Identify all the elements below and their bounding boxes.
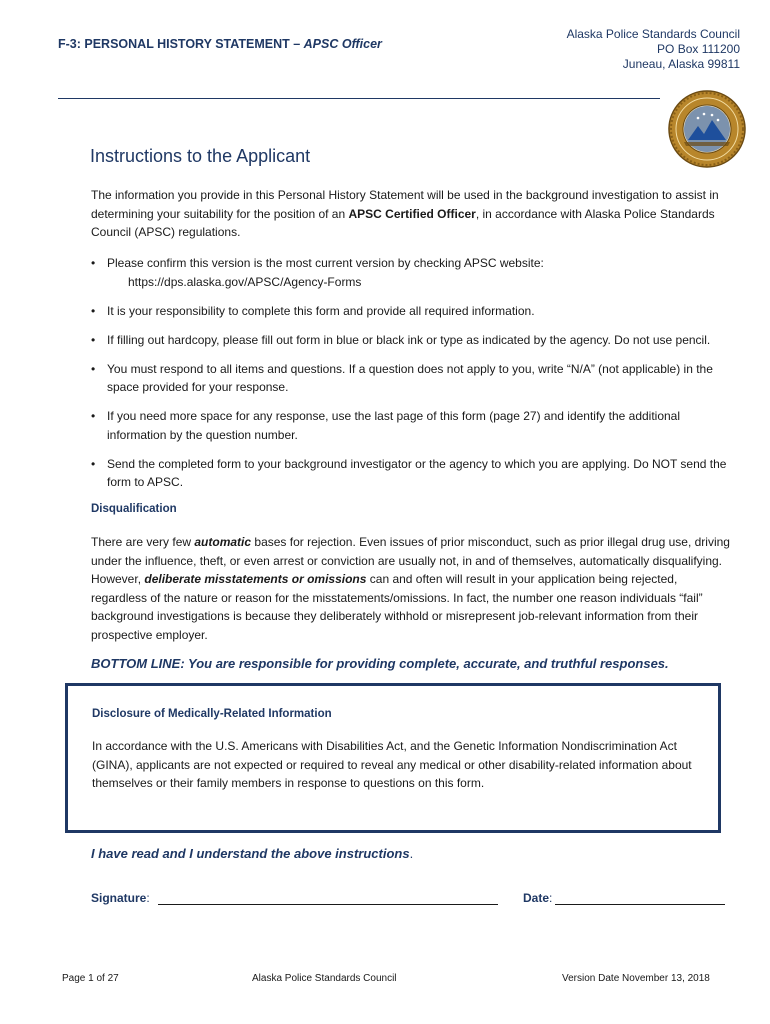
date-label <box>523 891 552 905</box>
date-colon: : <box>549 891 553 905</box>
list-item <box>91 254 731 291</box>
disqualification-heading: Disqualification <box>91 503 177 515</box>
instruction-list <box>91 254 731 502</box>
header-divider <box>58 98 660 99</box>
apsc-forms-link[interactable]: https://dps.alaska.gov/APSC/Agency-Forms <box>128 274 362 289</box>
list-item <box>91 360 731 397</box>
disq-text-2: bases for rejection. Even issues of prior misconduct, such as prior illegal drug use, driving under the influence, theft, or even arrest or conviction are usually not, in and of themselves, automatically disqualifying. However, <box>91 535 730 586</box>
version-date: Version Date November 13, 2018 <box>562 973 710 984</box>
intro-paragraph <box>91 186 731 242</box>
form-title <box>58 37 382 51</box>
address-line: Juneau, Alaska 99811 <box>622 57 740 71</box>
list-item-text: If you need more space for any response, use the last page of this form (page 27) and identify the additional information by the question number. <box>107 409 681 442</box>
disqualification-paragraph <box>91 533 731 644</box>
signature-colon: : <box>146 891 150 905</box>
list-item <box>91 455 731 492</box>
signature-label <box>91 891 150 905</box>
form-code: F-3: PERSONAL HISTORY STATEMENT – <box>58 37 304 51</box>
medical-disclosure-box <box>65 683 721 833</box>
address-line: PO Box 111200 <box>657 42 740 56</box>
date-field[interactable] <box>555 904 725 905</box>
state-seal-icon <box>668 90 746 168</box>
disq-text-3: can and often will result in your application being rejected, regardless of the nature or reason for the misstatements/omissions. In fact, the number one reason individuals “fail” background investigations is because they deliberately withhold or misrepresent job-relevant information from their prospective employer. <box>91 572 703 642</box>
acknowledgement-text: I have read and I understand the above instructions <box>91 846 410 861</box>
form-role: APSC Officer <box>303 37 382 51</box>
bottom-line-statement <box>91 656 669 671</box>
acknowledgement-period: . <box>409 846 414 861</box>
list-item-text: Please confirm this version is the most current version by checking APSC website: <box>107 256 544 270</box>
signature-field[interactable] <box>158 904 498 905</box>
intro-text-end: , in accordance with Alaska Police Standards Council (APSC) regulations. <box>91 206 715 239</box>
list-item <box>91 407 731 444</box>
intro-bold: APSC Certified Officer <box>348 206 476 221</box>
list-item <box>91 331 731 350</box>
list-item-text: It is your responsibility to complete this form and provide all required information. <box>107 303 535 318</box>
list-item-text: You must respond to all items and questions. If a question does not apply to you, write “N/A” (not applicable) in the space provided for your response. <box>107 361 713 394</box>
page-heading: Instructions to the Applicant <box>90 146 311 166</box>
disq-emphasis-2: deliberate misstatements or omissions <box>144 572 367 586</box>
date-label-text: Date <box>523 891 550 905</box>
address-line: Alaska Police Standards Council <box>566 27 740 41</box>
acknowledgement-statement <box>91 846 413 861</box>
council-address <box>567 27 740 72</box>
disclosure-text: In accordance with the U.S. Americans with Disabilities Act, and the Genetic Information Nondiscrimination Act (GINA), applicants are not expected or required to reveal any medical or other disability-related information about themselves or their family members in response to questions on this form. <box>92 739 692 790</box>
footer-organization: Alaska Police Standards Council <box>252 973 397 984</box>
signature-label-text: Signature <box>91 891 147 905</box>
list-item-text: Send the completed form to your background investigator or the agency to which you are applying. Do NOT send the form to APSC. <box>107 456 727 489</box>
list-item-text: If filling out hardcopy, please fill out form in blue or black ink or type as indicated by the agency. Do not use pencil. <box>107 332 711 347</box>
bottom-line-label: BOTTOM LINE <box>91 656 181 671</box>
disclosure-heading: Disclosure of Medically-Related Information <box>92 708 332 720</box>
intro-text: The information you provide in this Personal History Statement will be used in the background investigation to assist in determining your suitability for the position of an <box>91 188 719 221</box>
disq-emphasis-1: automatic <box>194 535 252 549</box>
disq-text-1: There are very few <box>91 535 195 549</box>
bottom-line-text: : You are responsible for providing complete, accurate, and truthful responses. <box>180 656 669 671</box>
page-number: Page 1 of 27 <box>62 973 119 984</box>
list-item <box>91 302 731 321</box>
